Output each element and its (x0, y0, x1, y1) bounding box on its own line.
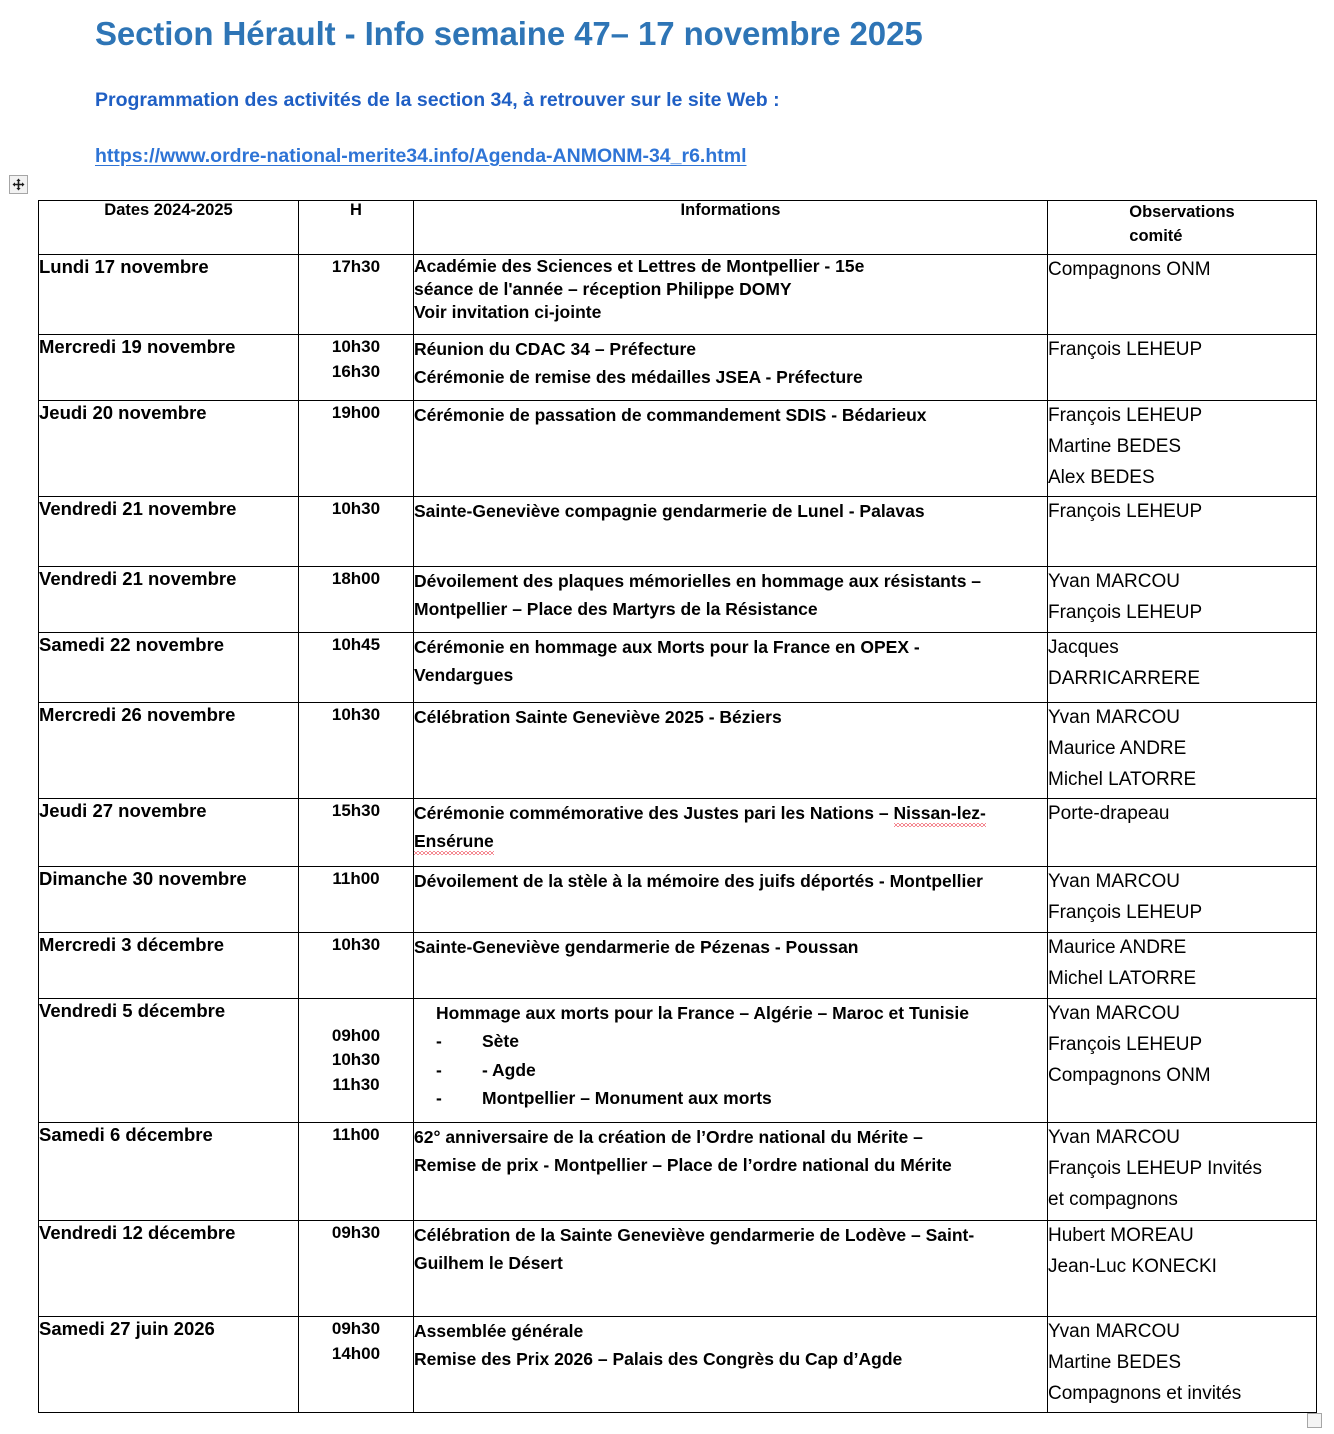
cell-hour (299, 1221, 414, 1317)
hour-value: 10h45 (331, 635, 381, 654)
table-row (39, 1221, 1317, 1317)
observation-line: Hubert MOREAU (1048, 1225, 1194, 1246)
hour-value: 18h00 (331, 569, 381, 588)
cell-date: Mercredi 19 novembre (39, 335, 299, 401)
info-line: Hommage aux morts pour la France – Algérie – Maroc et Tunisie (436, 1003, 969, 1023)
table-move-handle[interactable] (9, 175, 28, 194)
cell-observations (1048, 799, 1317, 867)
table-row (39, 335, 1317, 401)
cell-observations (1048, 255, 1317, 335)
cell-date: Samedi 22 novembre (39, 633, 299, 703)
bullet-dash: - (436, 1059, 442, 1080)
page-title: Section Hérault - Info semaine 47– 17 novembre 2025 (95, 15, 923, 52)
hour-value: 10h30 (331, 705, 381, 724)
cell-observations (1048, 999, 1317, 1123)
column-header-hour: H (299, 201, 414, 255)
cell-date: Vendredi 21 novembre (39, 567, 299, 633)
observation-line: Yvan MARCOU (1048, 1321, 1180, 1342)
info-line: Cérémonie de passation de commandement SDIS - Bédarieux (414, 405, 927, 425)
hour-value: 10h30 (331, 1050, 381, 1070)
observation-line: François LEHEUP (1048, 405, 1203, 426)
cell-informations (414, 255, 1048, 335)
bullet-dash: - (436, 1031, 442, 1052)
cell-observations (1048, 633, 1317, 703)
info-line: Réunion du CDAC 34 – Préfecture (414, 339, 696, 359)
observation-line: Yvan MARCOU (1048, 1003, 1180, 1024)
document-header (0, 0, 1334, 168)
observation-line: Porte-drapeau (1048, 803, 1170, 824)
cell-informations (414, 497, 1048, 567)
cell-hour (299, 567, 414, 633)
cell-hour (299, 933, 414, 999)
info-line: séance de l'année – réception Philippe DOMY (414, 278, 792, 299)
cell-observations (1048, 1123, 1317, 1221)
table-row (39, 401, 1317, 497)
table-row (39, 799, 1317, 867)
cell-observations (1048, 567, 1317, 633)
hour-value: 11h00 (332, 1125, 380, 1144)
hour-value: 10h30 (331, 499, 381, 518)
cell-observations (1048, 933, 1317, 999)
table-row (39, 633, 1317, 703)
cell-informations (414, 1221, 1048, 1317)
observation-line: et compagnons (1048, 1188, 1178, 1210)
info-bullet-item (436, 1084, 1047, 1112)
column-header-observations (1048, 201, 1317, 255)
column-header-observations-line1: Observations (1129, 203, 1235, 221)
observation-line: Michel LATORRE (1048, 967, 1197, 989)
cell-informations (414, 1317, 1048, 1413)
cell-observations (1048, 401, 1317, 497)
hour-value: 11h00 (332, 869, 380, 888)
info-line: Académie des Sciences et Lettres de Montpellier - 15e (414, 256, 865, 276)
table-row (39, 703, 1317, 799)
info-line: Cérémonie de remise des médailles JSEA - Préfecture (414, 367, 863, 388)
cell-date: Vendredi 5 décembre (39, 999, 299, 1123)
hour-value: 09h30 (331, 1319, 381, 1338)
table-row (39, 567, 1317, 633)
cell-informations (414, 633, 1048, 703)
cell-informations (414, 999, 1048, 1123)
observation-line: Yvan MARCOU (1048, 871, 1180, 892)
bullet-dash: - (436, 1088, 442, 1109)
info-line: Dévoilement des plaques mémorielles en hommage aux résistants – (414, 571, 982, 591)
info-line: Remise de prix - Montpellier – Place de l’ordre national du Mérite (414, 1155, 952, 1176)
table-body (39, 255, 1317, 1413)
table-header-row (39, 201, 1317, 255)
cell-observations (1048, 703, 1317, 799)
observation-line: Maurice ANDRE (1048, 737, 1187, 759)
info-line: Célébration de la Sainte Geneviève gendarmerie de Lodève – Saint- (414, 1225, 975, 1245)
cell-hour (299, 1317, 414, 1413)
column-header-informations: Informations (414, 201, 1048, 255)
info-line: Sainte-Geneviève compagnie gendarmerie de Lunel - Palavas (414, 501, 925, 521)
cell-informations (414, 703, 1048, 799)
hour-value: 09h00 (331, 1025, 381, 1045)
table-row (39, 933, 1317, 999)
info-line: Voir invitation ci-jointe (414, 301, 602, 322)
agenda-website-link[interactable]: https://www.ordre-national-merite34.info/Agenda-ANMONM-34_r6.html (95, 145, 747, 167)
observation-line: Compagnons ONM (1048, 1064, 1211, 1086)
cell-hour (299, 703, 414, 799)
table-row (39, 999, 1317, 1123)
cell-date: Lundi 17 novembre (39, 255, 299, 335)
cell-informations (414, 401, 1048, 497)
cell-date: Samedi 27 juin 2026 (39, 1317, 299, 1413)
observation-line: Yvan MARCOU (1048, 1127, 1180, 1148)
info-bullet-item (436, 1056, 1047, 1084)
cell-informations (414, 799, 1048, 867)
info-line: Cérémonie commémorative des Justes pari les Nations – Nissan-lez- (414, 803, 986, 823)
cell-hour (299, 255, 414, 335)
cell-hour (299, 1123, 414, 1221)
spellcheck-error-text: Ensérune (414, 831, 494, 852)
cell-observations (1048, 1221, 1317, 1317)
agenda-table (38, 200, 1317, 1413)
observation-line: Maurice ANDRE (1048, 937, 1187, 958)
observation-line: Jean-Luc KONECKI (1048, 1255, 1217, 1277)
info-line: Célébration Sainte Geneviève 2025 - Béziers (414, 707, 782, 727)
move-arrows-icon (12, 178, 25, 191)
info-line: Assemblée générale (414, 1321, 584, 1341)
cell-date: Vendredi 21 novembre (39, 497, 299, 567)
table-row (39, 867, 1317, 933)
hour-value: 09h30 (331, 1223, 381, 1242)
cell-hour (299, 799, 414, 867)
cell-hour (299, 867, 414, 933)
observation-line: François LEHEUP (1048, 901, 1203, 923)
column-header-dates: Dates 2024-2025 (39, 201, 299, 255)
agenda-table-container (38, 200, 1316, 1413)
hour-value: 11h30 (332, 1074, 380, 1094)
observation-line: Alex BEDES (1048, 466, 1155, 488)
observation-line: Compagnons ONM (1048, 259, 1211, 280)
cell-informations (414, 933, 1048, 999)
info-line (414, 827, 1047, 855)
hour-value: 16h30 (331, 361, 381, 381)
cell-date: Mercredi 3 décembre (39, 933, 299, 999)
hour-value: 10h30 (331, 337, 381, 356)
hour-value: 10h30 (331, 935, 381, 954)
cell-date: Samedi 6 décembre (39, 1123, 299, 1221)
info-line: Vendargues (414, 665, 514, 686)
cell-date: Jeudi 20 novembre (39, 401, 299, 497)
cell-hour (299, 335, 414, 401)
page-subtitle: Programmation des activités de la section 34, à retrouver sur le site Web : (95, 89, 780, 111)
cell-observations (1048, 1317, 1317, 1413)
cell-date: Mercredi 26 novembre (39, 703, 299, 799)
observation-line: Martine BEDES (1048, 1351, 1182, 1373)
info-line: Cérémonie en hommage aux Morts pour la France en OPEX - (414, 637, 920, 657)
info-line: Sainte-Geneviève gendarmerie de Pézenas - Poussan (414, 937, 859, 957)
table-row (39, 1317, 1317, 1413)
cell-informations (414, 335, 1048, 401)
observation-line: Yvan MARCOU (1048, 707, 1180, 728)
cell-informations (414, 1123, 1048, 1221)
cell-observations (1048, 497, 1317, 567)
info-line: 62° anniversaire de la création de l’Ordre national du Mérite – (414, 1127, 923, 1147)
bullet-text: - Agde (482, 1059, 536, 1080)
observation-line: DARRICARRERE (1048, 667, 1201, 689)
info-bullet-item (436, 1027, 1047, 1055)
hour-value: 14h00 (331, 1343, 381, 1363)
observation-line: Michel LATORRE (1048, 768, 1197, 790)
table-row (39, 497, 1317, 567)
cell-hour (299, 633, 414, 703)
cell-date: Dimanche 30 novembre (39, 867, 299, 933)
hour-value: 17h30 (331, 257, 381, 276)
info-line: Montpellier – Place des Martyrs de la Résistance (414, 599, 818, 620)
column-header-observations-line2: comité (1129, 226, 1183, 245)
observation-line: Yvan MARCOU (1048, 571, 1180, 592)
cell-hour (299, 497, 414, 567)
table-resize-handle[interactable] (1307, 1413, 1322, 1428)
observation-line: François LEHEUP (1048, 339, 1203, 360)
table-row (39, 1123, 1317, 1221)
observation-line: Martine BEDES (1048, 435, 1182, 457)
bullet-text: Montpellier – Monument aux morts (482, 1088, 772, 1109)
cell-observations (1048, 335, 1317, 401)
info-line: Dévoilement de la stèle à la mémoire des juifs déportés - Montpellier (414, 871, 983, 891)
cell-date: Jeudi 27 novembre (39, 799, 299, 867)
observation-line: François LEHEUP (1048, 501, 1203, 522)
cell-hour (299, 401, 414, 497)
table-row (39, 255, 1317, 335)
observation-line: François LEHEUP (1048, 601, 1203, 623)
hour-value: 19h00 (331, 403, 381, 422)
cell-hour (299, 999, 414, 1123)
observation-line: François LEHEUP Invités (1048, 1157, 1263, 1179)
info-line: Remise des Prix 2026 – Palais des Congrès du Cap d’Agde (414, 1349, 903, 1370)
spellcheck-error-text: Nissan-lez- (893, 803, 986, 823)
observation-line: Jacques (1048, 637, 1119, 658)
observation-line: François LEHEUP (1048, 1033, 1203, 1055)
cell-observations (1048, 867, 1317, 933)
bullet-text: Sète (482, 1031, 519, 1052)
cell-informations (414, 867, 1048, 933)
cell-date: Vendredi 12 décembre (39, 1221, 299, 1317)
info-line: Guilhem le Désert (414, 1253, 563, 1274)
observation-line: Compagnons et invités (1048, 1382, 1242, 1404)
cell-informations (414, 567, 1048, 633)
hour-value: 15h30 (331, 801, 381, 820)
